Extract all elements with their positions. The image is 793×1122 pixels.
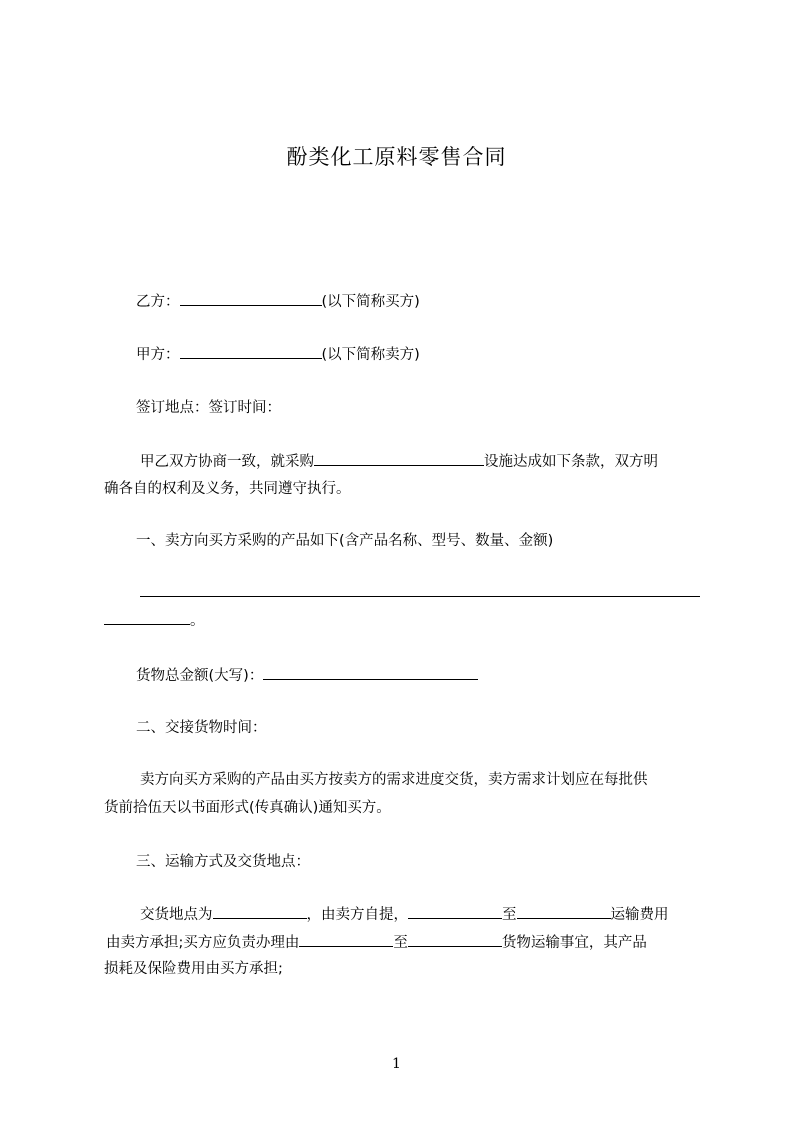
intro-suffix: 设施达成如下条款，双方明 [484, 454, 658, 470]
transport-text: 货物运输事宜，其产品 [501, 935, 647, 951]
section3-heading: 三、运输方式及交货地点： [136, 854, 310, 870]
section1-end-mark: 。 [190, 613, 205, 629]
party-b-blank [180, 291, 322, 306]
total-amount-label: 货物总金额(大写)： [136, 668, 264, 684]
party-b-suffix: (以下简称买方) [321, 294, 420, 310]
page-title: 酚类化工原料零售合同 [286, 145, 507, 169]
freight-text: 运输费用 [610, 907, 669, 923]
to-blank-1 [517, 904, 611, 919]
from-blank-2 [299, 932, 393, 947]
intro-prefix: 甲乙双方协商一致，就采购 [140, 454, 314, 470]
intro-line-1 [140, 451, 658, 472]
section3-line-1 [140, 904, 669, 925]
delivery-place-label: 交货地点为 [140, 907, 213, 923]
section1-blank-line-1 [140, 582, 700, 603]
total-amount-line [136, 665, 478, 686]
section2-line-1: 卖方向买方采购的产品由买方按卖方的需求进度交货，卖方需求计划应在每批供 [140, 772, 648, 788]
delivery-place-blank [213, 904, 307, 919]
intro-blank [314, 451, 484, 466]
section3-line-2 [106, 932, 647, 953]
self-pickup-text: ，由卖方自提， [306, 907, 408, 923]
section1-blank-short [104, 610, 190, 625]
party-a-line [136, 344, 420, 365]
section1-heading: 一、卖方向买方采购的产品如下(含产品名称、型号、数量、金额) [136, 533, 554, 549]
buyer-handles-text: 由卖方承担;买方应负责办理由 [106, 935, 300, 951]
intro-line-2: 确各自的权利及义务，共同遵守执行。 [104, 481, 351, 497]
party-a-blank [180, 344, 322, 359]
to-text-1: 至 [502, 907, 517, 923]
party-a-label: 甲方： [136, 347, 180, 363]
party-b-line [136, 291, 420, 312]
page-number: 1 [392, 1056, 401, 1072]
from-blank-1 [408, 904, 502, 919]
section2-heading: 二、交接货物时间： [136, 720, 267, 736]
party-a-suffix: (以下简称卖方) [321, 347, 420, 363]
party-b-label: 乙方： [136, 294, 180, 310]
total-amount-blank [263, 665, 478, 680]
section2-line-2: 货前拾伍天以书面形式(传真确认)通知买方。 [104, 800, 391, 816]
section1-blank-line-2 [104, 610, 205, 631]
signing-info: 签订地点：签订时间： [136, 400, 281, 416]
to-text-2: 至 [393, 935, 408, 951]
section3-line-3: 损耗及保险费用由买方承担; [104, 961, 283, 977]
to-blank-2 [408, 932, 502, 947]
section1-blank-long [140, 582, 700, 597]
